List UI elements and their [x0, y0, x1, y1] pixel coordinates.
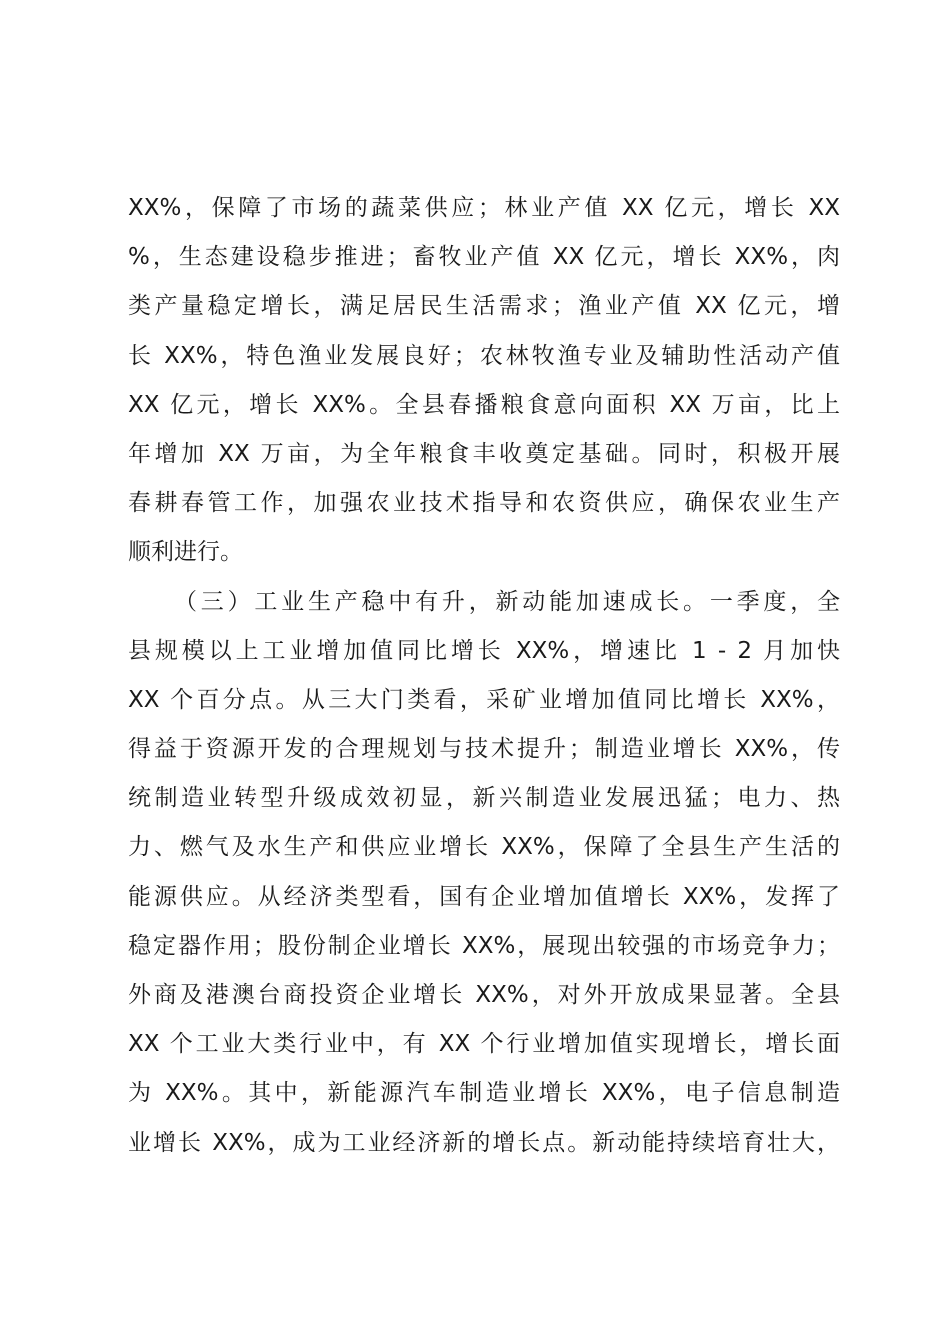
text-line: 外商及港澳台商投资企业增长 XX%，对外开放成果显著。全县	[128, 982, 840, 1008]
section-heading-line: （三）工业生产稳中有升，新动能加速成长。一季度，全	[174, 588, 840, 615]
text-line: 春耕春管工作，加强农业技术指导和农资供应，确保农业生产	[128, 490, 840, 517]
text-line: 稳定器作用；股份制企业增长 XX%，展现出较强的市场竞争力；	[128, 932, 840, 959]
text-line: 县规模以上工业增加值同比增长 XX%，增速比 1 - 2 月加快	[128, 637, 840, 664]
text-line: 长 XX%，特色渔业发展良好；农林牧渔专业及辅助性活动产值	[128, 342, 840, 369]
text-line: XX 个百分点。从三大门类看，采矿业增加值同比增长 XX%，	[128, 686, 840, 713]
text-line: XX 亿元，增长 XX%。全县春播粮食意向面积 XX 万亩，比上	[128, 391, 840, 418]
text-line: 业增长 XX%，成为工业经济新的增长点。新动能持续培育壮大，	[128, 1129, 840, 1156]
text-line: 能源供应。从经济类型看，国有企业增加值增长 XX%，发挥了	[128, 883, 840, 910]
text-line: %，生态建设稳步推进；畜牧业产值 XX 亿元，增长 XX%，肉	[128, 244, 840, 271]
text-line: 为 XX%。其中，新能源汽车制造业增长 XX%，电子信息制造	[128, 1080, 840, 1107]
text-line: 统制造业转型升级成效初显，新兴制造业发展迅猛；电力、热	[128, 785, 840, 812]
paragraph-industry	[128, 578, 840, 1168]
text-line: 顺利进行。	[128, 539, 243, 566]
text-line: 类产量稳定增长，满足居民生活需求；渔业产值 XX 亿元，增	[128, 293, 840, 320]
text-line: XX 个工业大类行业中，有 XX 个行业增加值实现增长，增长面	[128, 1031, 840, 1058]
text-line: 力、燃气及水生产和供应业增长 XX%，保障了全县生产生活的	[128, 834, 840, 861]
body-text	[128, 184, 840, 1168]
text-line: 得益于资源开发的合理规划与技术提升；制造业增长 XX%，传	[128, 736, 840, 763]
text-line: 年增加 XX 万亩，为全年粮食丰收奠定基础。同时，积极开展	[128, 440, 840, 467]
text-line: XX%，保障了市场的蔬菜供应；林业产值 XX 亿元，增长 XX	[128, 195, 840, 221]
paragraph-agriculture	[128, 184, 840, 578]
